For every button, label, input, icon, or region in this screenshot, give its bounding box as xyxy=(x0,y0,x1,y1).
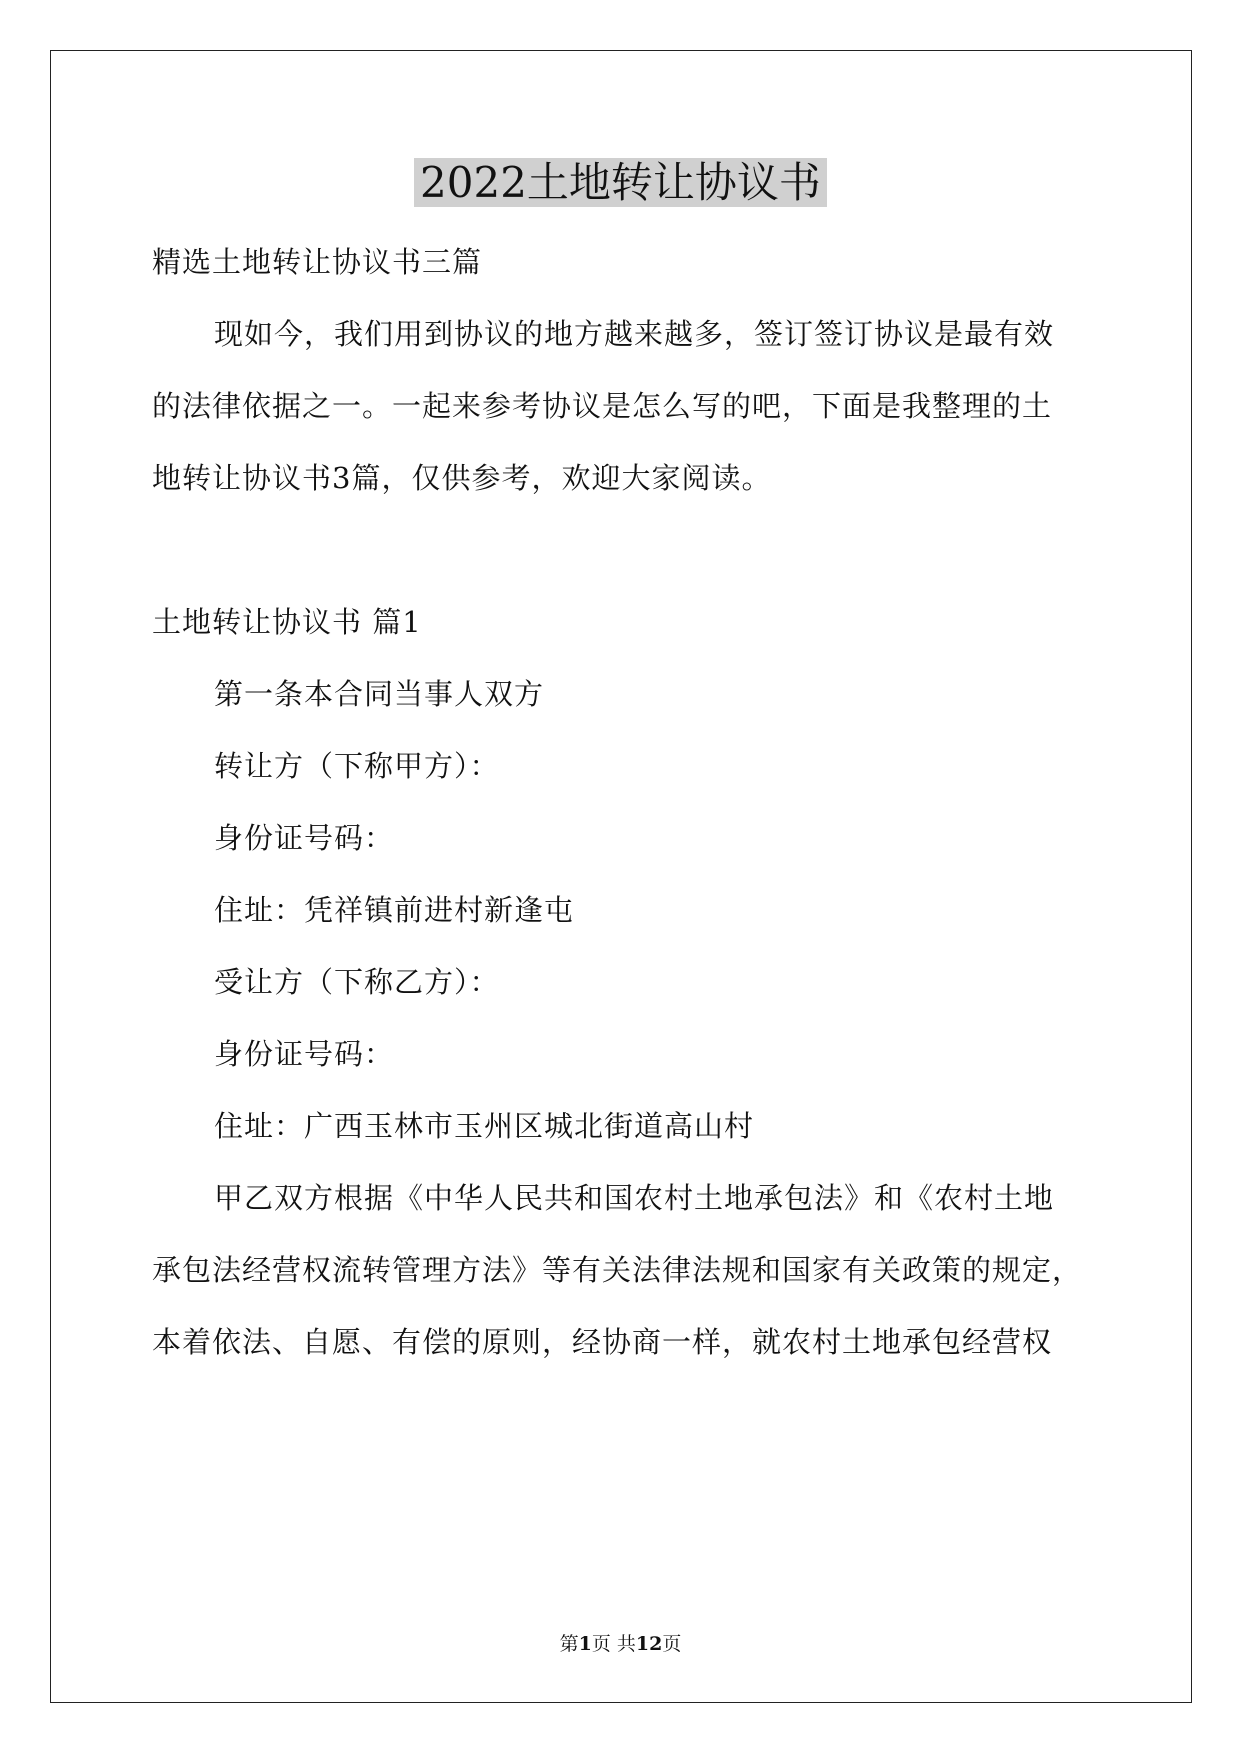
document-subtitle: 精选土地转让协议书三篇 xyxy=(152,245,483,279)
footer-total-pages: 12 xyxy=(635,1633,663,1655)
clause-line-4: 住址：凭祥镇前进村新逢屯 xyxy=(214,893,575,927)
document-title xyxy=(0,153,1241,213)
clause-line-7: 住址：广西玉林市玉州区城北街道高山村 xyxy=(214,1109,755,1143)
clause-line-1: 第一条本合同当事人双方 xyxy=(214,677,545,711)
clause-line-2: 转让方（下称甲方）： xyxy=(214,749,500,783)
page-border xyxy=(50,50,1192,1703)
footer-prefix: 第 xyxy=(559,1633,579,1655)
section-heading: 土地转让协议书 篇1 xyxy=(152,605,422,639)
intro-line-2: 的法律依据之一。一起来参考协议是怎么写的吧，下面是我整理的土 xyxy=(152,389,1053,423)
clause-line-3: 身份证号码： xyxy=(214,821,395,855)
body-line-3: 本着依法、自愿、有偿的原则，经协商一样，就农村土地承包经营权 xyxy=(152,1325,1053,1359)
footer-suffix: 页 xyxy=(662,1633,682,1655)
body-line-2: 承包法经营权流转管理方法》等有关法律法规和国家有关政策的规定， xyxy=(152,1253,1083,1287)
footer-middle: 页 共 xyxy=(591,1633,636,1655)
clause-line-6: 身份证号码： xyxy=(214,1037,395,1071)
clause-line-5: 受让方（下称乙方）： xyxy=(214,965,500,999)
body-line-1: 甲乙双方根据《中华人民共和国农村土地承包法》和《农村土地 xyxy=(214,1181,1055,1215)
intro-line-1: 现如今，我们用到协议的地方越来越多，签订签订协议是最有效 xyxy=(214,317,1055,351)
page-footer xyxy=(0,1631,1241,1657)
footer-current-page: 1 xyxy=(578,1633,592,1655)
intro-line-3: 地转让协议书3篇，仅供参考，欢迎大家阅读。 xyxy=(152,461,772,495)
document-title-text: 2022土地转让协议书 xyxy=(414,158,827,207)
